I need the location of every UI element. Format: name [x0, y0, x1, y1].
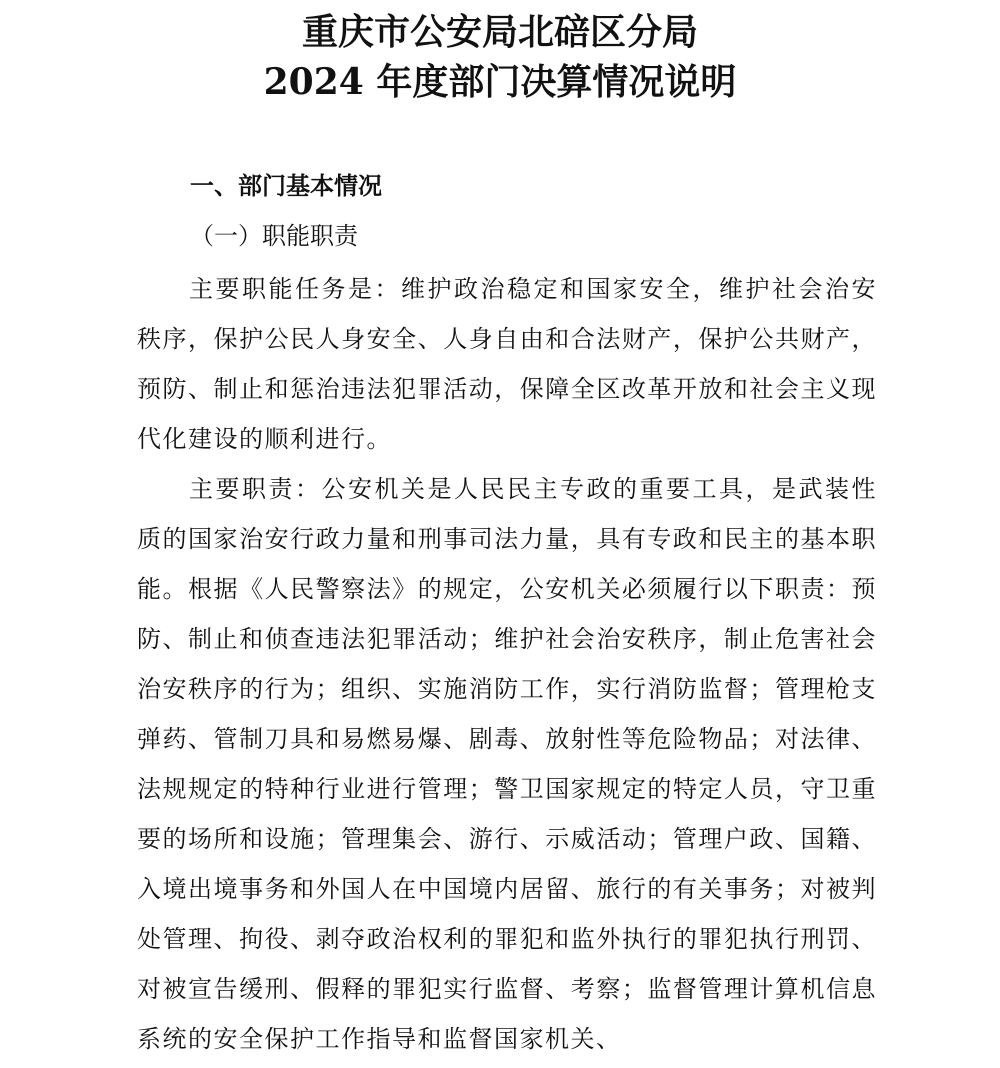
subsection-heading: （一）职能职责 [190, 222, 358, 250]
document-title-line1: 重庆市公安局北碚区分局 [301, 11, 698, 53]
document-title-line2: 2024 年度部门决算情况说明 [263, 61, 737, 103]
paragraph-main-tasks: 主要职能任务是：维护政治稳定和国家安全，维护社会治安秩序，保护公民人身安全、人身自由和合法财产，保护公共财产，预防、制止和惩治违法犯罪活动，保障全区改革开放和社会主义现代化建设的顺利进行。 [137, 275, 877, 453]
paragraph-main-duties: 主要职责：公安机关是人民民主专政的重要工具，是武装性质的国家治安行政力量和刑事司法力量，具有专政和民主的基本职能。根据《人民警察法》的规定，公安机关必须履行以下职责：预防、制止和侦查违法犯罪活动；维护社会治安秩序，制止危害社会治安秩序的行为；组织、实施消防工作，实行消防监督；管理枪支弹药、管制刀具和易燃易爆、剧毒、放射性等危险物品；对法律、法规规定的特种行业进行管理；警卫国家规定的特定人员，守卫重要的场所和设施；管理集会、游行、示威活动；管理户政、国籍、入境出境事务和外国人在中国境内居留、旅行的有关事务；对被判处管理、拘役、剥夺政治权利的罪犯和监外执行的罪犯执行刑罚、对被宣告缓刑、假释的罪犯实行监督、考察；监督管理计算机信息系统的安全保护工作指导和监督国家机关、 [137, 475, 877, 1053]
section-heading: 一、部门基本情况 [190, 172, 382, 200]
